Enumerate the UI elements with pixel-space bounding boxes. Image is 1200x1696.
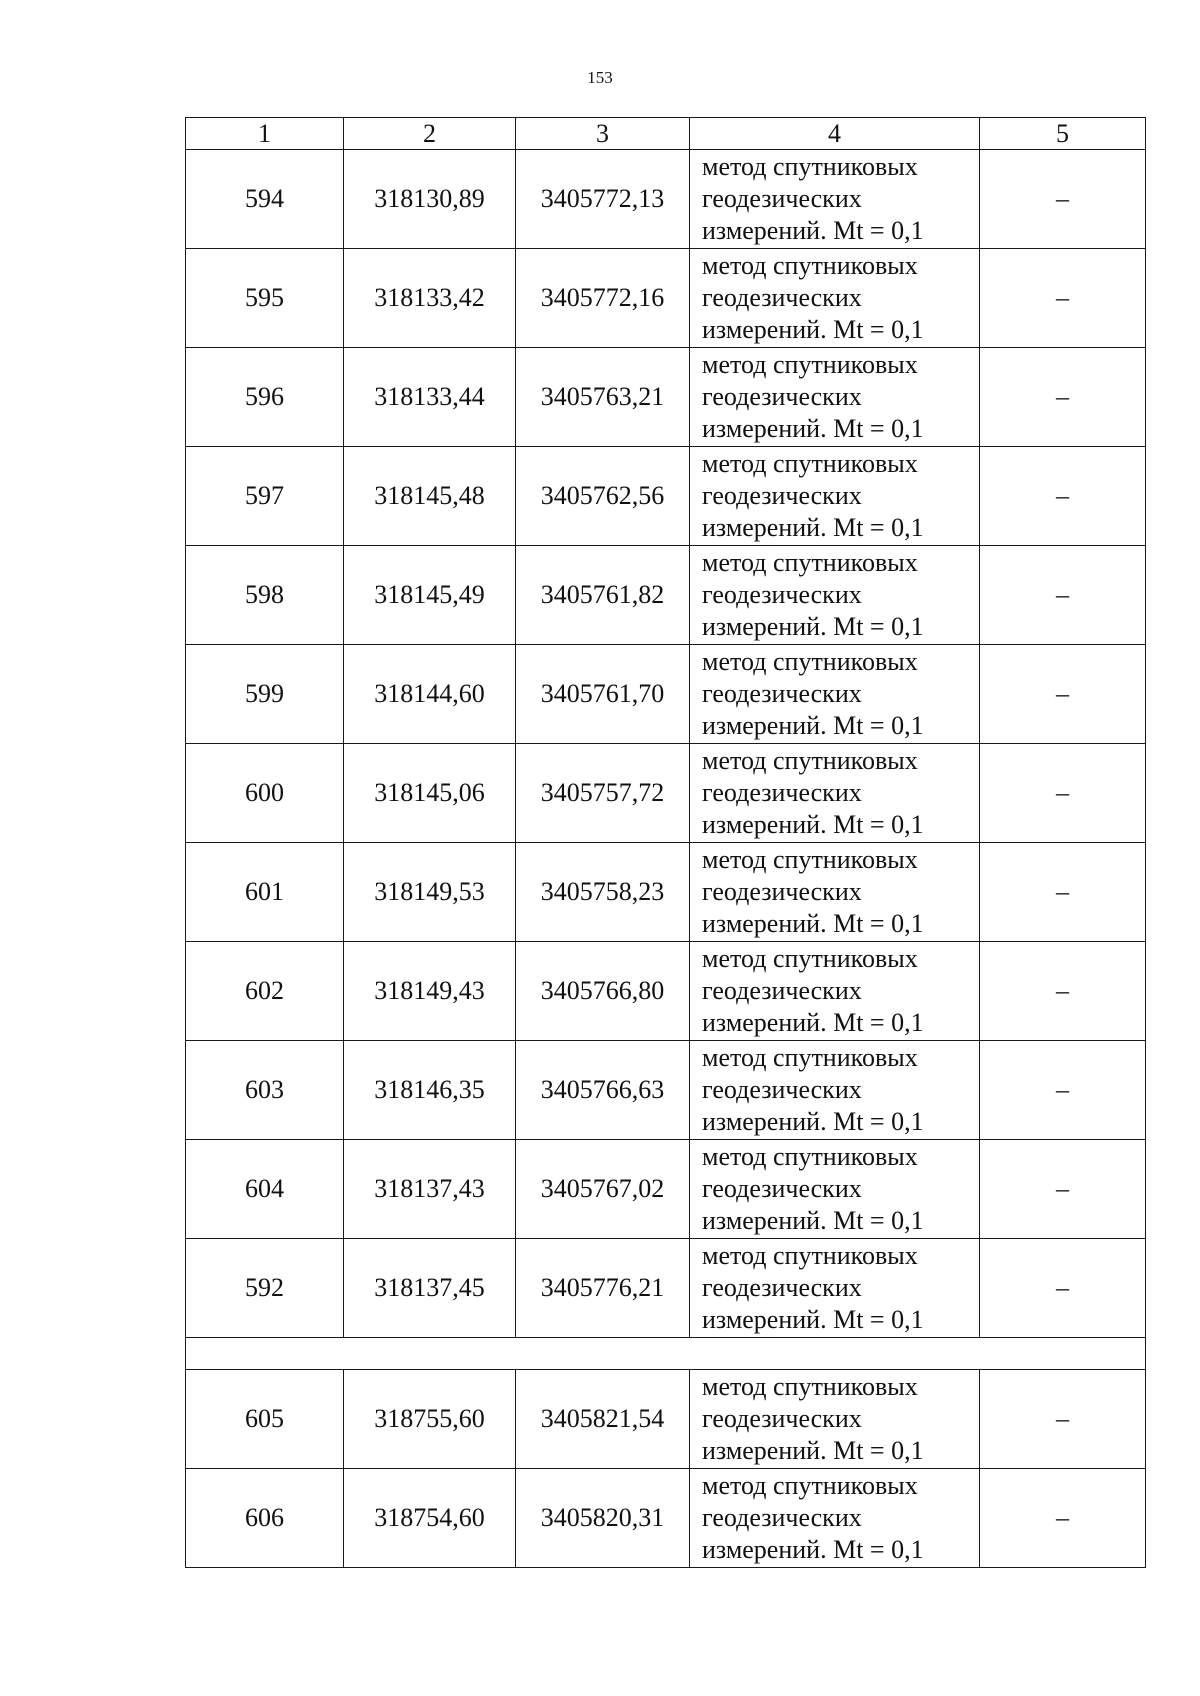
y-coordinate-cell: 3405767,02 [516, 1140, 690, 1239]
table-row [186, 150, 1146, 249]
point-number-cell: 605 [186, 1370, 344, 1469]
method-text-line: измерений. Mt = 0,1 [702, 711, 924, 740]
method-cell [690, 843, 980, 942]
note-cell: – [980, 249, 1146, 348]
table-row [186, 645, 1146, 744]
note-cell: – [980, 942, 1146, 1041]
method-cell [690, 1469, 980, 1568]
method-text-line: измерений. Mt = 0,1 [702, 216, 924, 245]
table-body [186, 150, 1146, 1568]
column-header-1: 1 [186, 118, 344, 150]
method-text-line: метод спутниковых [702, 1142, 918, 1171]
method-text-line: измерений. Mt = 0,1 [702, 1008, 924, 1037]
method-cell [690, 348, 980, 447]
x-coordinate-cell: 318145,49 [344, 546, 516, 645]
method-text-line: метод спутниковых [702, 1372, 918, 1401]
method-text-line: метод спутниковых [702, 251, 918, 280]
point-number-cell: 601 [186, 843, 344, 942]
note-cell: – [980, 1239, 1146, 1338]
y-coordinate-cell: 3405757,72 [516, 744, 690, 843]
point-number-cell: 602 [186, 942, 344, 1041]
table-row [186, 942, 1146, 1041]
method-text-line: геодезических [702, 382, 862, 411]
method-cell [690, 447, 980, 546]
method-text-line: измерений. Mt = 0,1 [702, 909, 924, 938]
table-row [186, 348, 1146, 447]
x-coordinate-cell: 318133,44 [344, 348, 516, 447]
method-text-line: измерений. Mt = 0,1 [702, 1107, 924, 1136]
method-text-line: геодезических [702, 1273, 862, 1302]
point-number-cell: 595 [186, 249, 344, 348]
note-cell: – [980, 843, 1146, 942]
method-text-line: метод спутниковых [702, 1471, 918, 1500]
method-text-line: геодезических [702, 778, 862, 807]
method-cell [690, 1239, 980, 1338]
table-row [186, 1370, 1146, 1469]
method-text-line: измерений. Mt = 0,1 [702, 1535, 924, 1564]
y-coordinate-cell: 3405776,21 [516, 1239, 690, 1338]
table-row [186, 546, 1146, 645]
column-header-4: 4 [690, 118, 980, 150]
x-coordinate-cell: 318755,60 [344, 1370, 516, 1469]
method-text-line: геодезических [702, 283, 862, 312]
method-text-line: метод спутниковых [702, 1241, 918, 1270]
method-text-line: измерений. Mt = 0,1 [702, 810, 924, 839]
x-coordinate-cell: 318754,60 [344, 1469, 516, 1568]
method-text-line: геодезических [702, 1174, 862, 1203]
table-row [186, 744, 1146, 843]
note-cell: – [980, 1370, 1146, 1469]
method-cell [690, 744, 980, 843]
x-coordinate-cell: 318130,89 [344, 150, 516, 249]
table-row [186, 249, 1146, 348]
x-coordinate-cell: 318149,43 [344, 942, 516, 1041]
method-text-line: геодезических [702, 1075, 862, 1104]
method-text-line: геодезических [702, 877, 862, 906]
y-coordinate-cell: 3405763,21 [516, 348, 690, 447]
y-coordinate-cell: 3405772,13 [516, 150, 690, 249]
point-number-cell: 600 [186, 744, 344, 843]
method-text-line: метод спутниковых [702, 647, 918, 676]
point-number-cell: 599 [186, 645, 344, 744]
method-cell [690, 1140, 980, 1239]
y-coordinate-cell: 3405761,82 [516, 546, 690, 645]
y-coordinate-cell: 3405758,23 [516, 843, 690, 942]
point-number-cell: 592 [186, 1239, 344, 1338]
x-coordinate-cell: 318144,60 [344, 645, 516, 744]
group-separator-row [186, 1338, 1146, 1370]
point-number-cell: 594 [186, 150, 344, 249]
method-text-line: измерений. Mt = 0,1 [702, 1436, 924, 1465]
note-cell: – [980, 1041, 1146, 1140]
table-row [186, 843, 1146, 942]
group-separator-cell [186, 1338, 1146, 1370]
table-row [186, 1041, 1146, 1140]
point-number-cell: 596 [186, 348, 344, 447]
note-cell: – [980, 150, 1146, 249]
method-text-line: метод спутниковых [702, 548, 918, 577]
point-number-cell: 598 [186, 546, 344, 645]
table-row [186, 447, 1146, 546]
y-coordinate-cell: 3405762,56 [516, 447, 690, 546]
method-cell [690, 645, 980, 744]
page-number: 153 [587, 68, 613, 87]
method-text-line: геодезических [702, 580, 862, 609]
y-coordinate-cell: 3405772,16 [516, 249, 690, 348]
x-coordinate-cell: 318146,35 [344, 1041, 516, 1140]
method-text-line: измерений. Mt = 0,1 [702, 513, 924, 542]
y-coordinate-cell: 3405766,63 [516, 1041, 690, 1140]
method-text-line: измерений. Mt = 0,1 [702, 1206, 924, 1235]
x-coordinate-cell: 318145,48 [344, 447, 516, 546]
method-text-line: метод спутниковых [702, 1043, 918, 1072]
y-coordinate-cell: 3405761,70 [516, 645, 690, 744]
note-cell: – [980, 744, 1146, 843]
method-text-line: метод спутниковых [702, 152, 918, 181]
coordinates-table [185, 117, 1146, 1568]
method-cell [690, 150, 980, 249]
note-cell: – [980, 1140, 1146, 1239]
method-cell [690, 1041, 980, 1140]
y-coordinate-cell: 3405766,80 [516, 942, 690, 1041]
method-text-line: измерений. Mt = 0,1 [702, 612, 924, 641]
column-header-5: 5 [980, 118, 1146, 150]
method-text-line: геодезических [702, 481, 862, 510]
method-text-line: геодезических [702, 976, 862, 1005]
method-cell [690, 249, 980, 348]
note-cell: – [980, 546, 1146, 645]
method-text-line: метод спутниковых [702, 350, 918, 379]
point-number-cell: 603 [186, 1041, 344, 1140]
y-coordinate-cell: 3405820,31 [516, 1469, 690, 1568]
table-row [186, 1469, 1146, 1568]
method-text-line: измерений. Mt = 0,1 [702, 315, 924, 344]
column-header-2: 2 [344, 118, 516, 150]
method-text-line: геодезических [702, 184, 862, 213]
point-number-cell: 604 [186, 1140, 344, 1239]
method-cell [690, 546, 980, 645]
table-row [186, 1239, 1146, 1338]
method-text-line: метод спутниковых [702, 746, 918, 775]
x-coordinate-cell: 318145,06 [344, 744, 516, 843]
x-coordinate-cell: 318137,45 [344, 1239, 516, 1338]
table-row [186, 1140, 1146, 1239]
method-text-line: метод спутниковых [702, 845, 918, 874]
x-coordinate-cell: 318137,43 [344, 1140, 516, 1239]
method-text-line: метод спутниковых [702, 944, 918, 973]
method-text-line: геодезических [702, 1404, 862, 1433]
method-cell [690, 942, 980, 1041]
method-text-line: метод спутниковых [702, 449, 918, 478]
point-number-cell: 606 [186, 1469, 344, 1568]
method-cell [690, 1370, 980, 1469]
point-number-cell: 597 [186, 447, 344, 546]
method-text-line: геодезических [702, 1503, 862, 1532]
method-text-line: геодезических [702, 679, 862, 708]
column-header-3: 3 [516, 118, 690, 150]
header-row [186, 118, 1146, 150]
method-text-line: измерений. Mt = 0,1 [702, 414, 924, 443]
method-text-line: измерений. Mt = 0,1 [702, 1305, 924, 1334]
note-cell: – [980, 1469, 1146, 1568]
note-cell: – [980, 447, 1146, 546]
y-coordinate-cell: 3405821,54 [516, 1370, 690, 1469]
note-cell: – [980, 645, 1146, 744]
x-coordinate-cell: 318133,42 [344, 249, 516, 348]
note-cell: – [980, 348, 1146, 447]
x-coordinate-cell: 318149,53 [344, 843, 516, 942]
